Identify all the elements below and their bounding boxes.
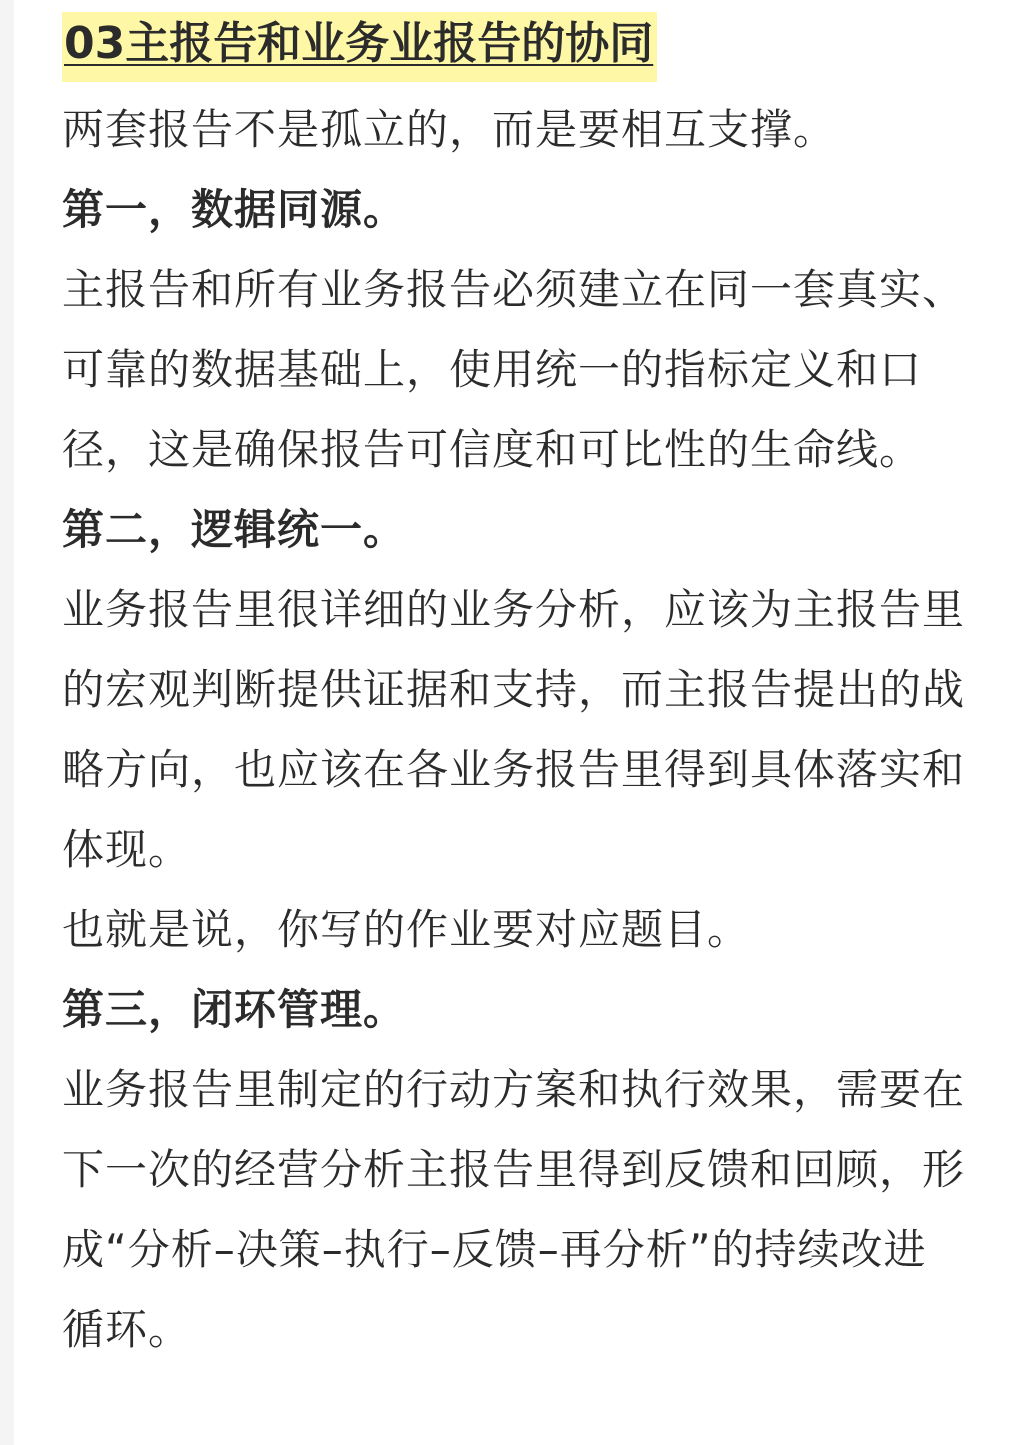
point3-title: 第三，闭环管理。 (62, 985, 407, 1034)
point2-title: 第二，逻辑统一。 (62, 505, 407, 554)
article-body (62, 8, 967, 1370)
left-margin-strip (0, 0, 14, 1445)
intro-paragraph: 两套报告不是孤立的，而是要相互支撑。 (62, 105, 837, 154)
section-heading: 03主报告和业务业报告的协同 (62, 12, 657, 82)
point1-body: 主报告和所有业务报告必须建立在同一套真实、可靠的数据基础上，使用统一的指标定义和口径，这是确保报告可信度和可比性的生命线。 (62, 265, 966, 474)
point3-body: 业务报告里制定的行动方案和执行效果，需要在下一次的经营分析主报告里得到反馈和回顾，形成“分析–决策–执行–反馈–再分析”的持续改进循环。 (62, 1065, 966, 1354)
point2-note: 也就是说，你写的作业要对应题目。 (62, 905, 751, 954)
point2-body: 业务报告里很详细的业务分析，应该为主报告里的宏观判断提供证据和支持，而主报告提出的战略方向，也应该在各业务报告里得到具体落实和体现。 (62, 585, 966, 874)
heading-wrap (62, 8, 967, 90)
point1-title: 第一，数据同源。 (62, 185, 407, 234)
